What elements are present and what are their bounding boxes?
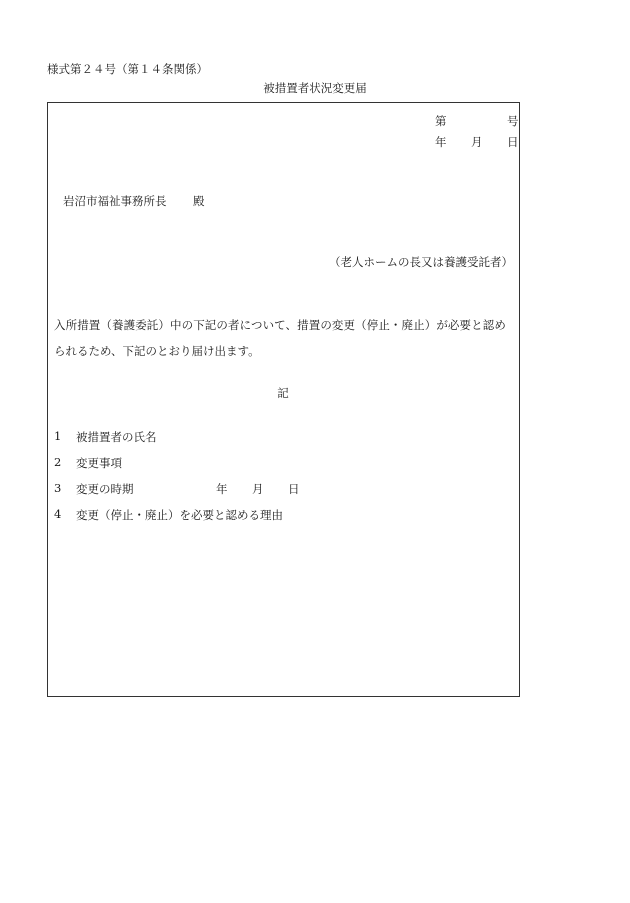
item-number: 2 [54, 455, 62, 469]
date-month-label: 月 [471, 135, 483, 149]
change-date-day-label: 日 [288, 482, 300, 496]
submitter-label: （老人ホームの長又は養護受託者） [329, 255, 513, 269]
ki-heading: 記 [277, 386, 289, 400]
change-date-month-label: 月 [252, 482, 264, 496]
date-day-label: 日 [507, 135, 519, 149]
item-number: 4 [54, 507, 62, 521]
item-number: 1 [54, 429, 62, 443]
body-text-line-2: られるため、下記のとおり届け出ます。 [54, 344, 260, 358]
date-year-label: 年 [435, 135, 447, 149]
item-label-person-name: 被措置者の氏名 [76, 430, 157, 444]
change-date-year-label: 年 [216, 482, 228, 496]
item-label-change-matter: 変更事項 [76, 456, 122, 470]
form-number: 様式第２４号（第１４条関係） [47, 62, 208, 76]
addressee-name: 岩沼市福祉事務所長 [63, 194, 167, 208]
item-number: 3 [54, 481, 62, 495]
number-prefix: 第 [435, 114, 447, 128]
number-suffix: 号 [507, 114, 519, 128]
body-text-line-1: 入所措置（養護委託）中の下記の者について、措置の変更（停止・廃止）が必要と認め [54, 318, 506, 332]
item-label-change-timing: 変更の時期 [76, 482, 134, 496]
item-label-change-reason: 変更（停止・廃止）を必要と認める理由 [76, 508, 283, 522]
document-title: 被措置者状況変更届 [263, 81, 367, 95]
addressee-honorific: 殿 [193, 194, 205, 208]
